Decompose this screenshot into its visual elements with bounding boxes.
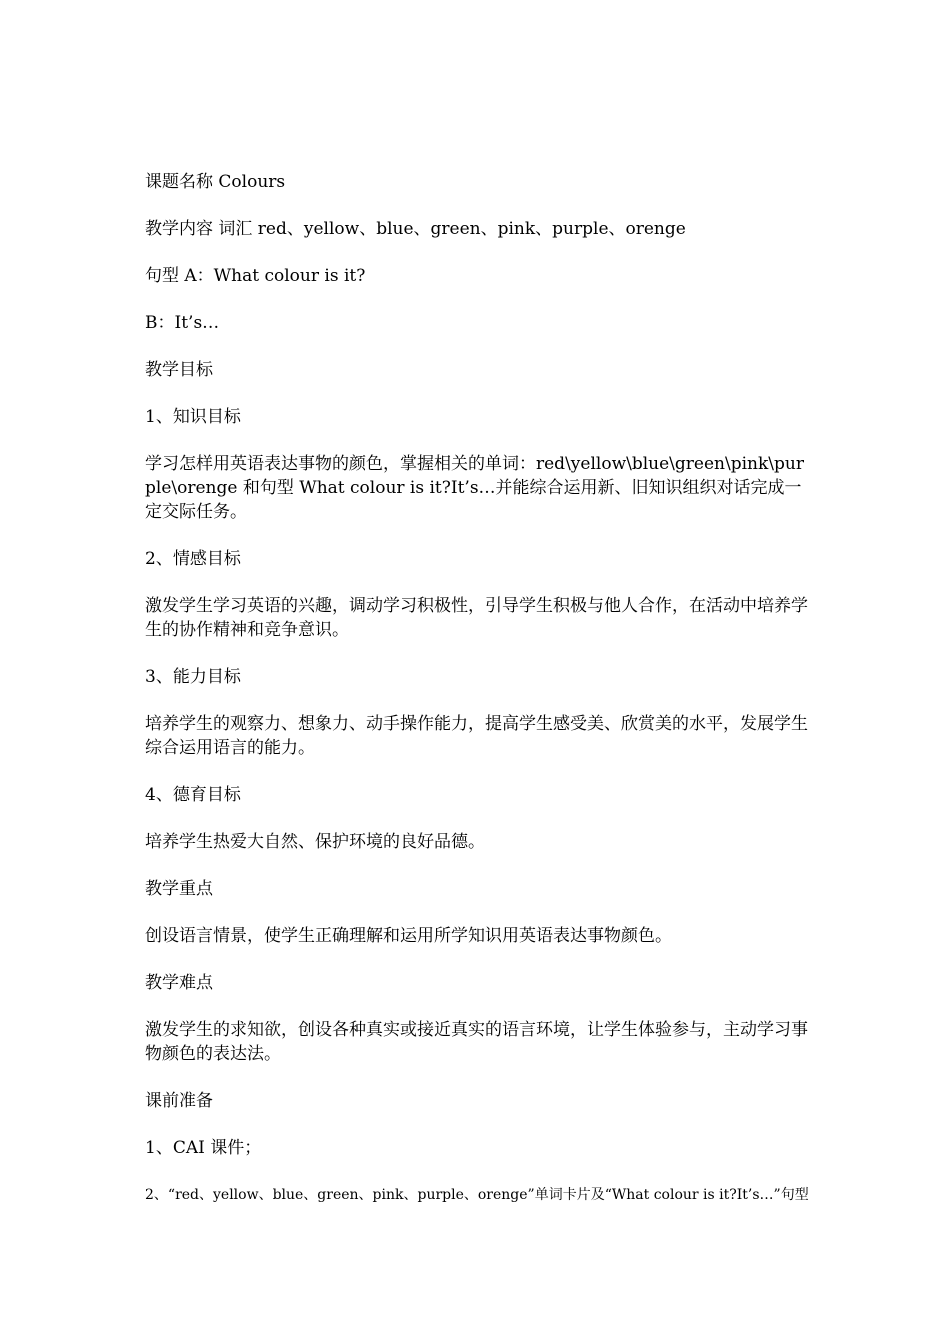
preparation-item-2: 2、“red、yellow、blue、green、pink、purple、orenge”单词卡片及“What colour is it?It’s…”句型: [145, 1187, 809, 1203]
section-heading-key-points: 教学重点: [145, 879, 213, 899]
sentence-pattern-a: 句型 A：What colour is it?: [145, 266, 366, 286]
lesson-title: 课题名称 Colours: [145, 172, 286, 192]
moral-objective-heading: 4、德育目标: [145, 785, 241, 805]
preparation-item-1: 1、CAI 课件；: [145, 1138, 262, 1158]
emotional-objective-text: 激发学生学习英语的兴趣，调动学习积极性，引导学生积极与他人合作，在活动中培养学生的协作精神和竞争意识。: [145, 596, 808, 640]
section-heading-objectives: 教学目标: [145, 360, 213, 380]
knowledge-objective-text: 学习怎样用英语表达事物的颜色，掌握相关的单词：red\yellow\blue\green\pink\purple\orenge 和句型 What colour is it?It’s…并能综合运用新、旧知识组织对话完成一定交际任务。: [145, 454, 804, 522]
knowledge-objective-heading: 1、知识目标: [145, 407, 241, 427]
emotional-objective-heading: 2、情感目标: [145, 549, 241, 569]
ability-objective-text: 培养学生的观察力、想象力、动手操作能力，提高学生感受美、欣赏美的水平，发展学生综合运用语言的能力。: [145, 714, 808, 758]
section-heading-difficulties: 教学难点: [145, 973, 213, 993]
teaching-content: 教学内容 词汇 red、yellow、blue、green、pink、purple、orenge: [145, 219, 686, 239]
section-heading-preparation: 课前准备: [145, 1091, 213, 1111]
document-body: [145, 170, 809, 1230]
ability-objective-heading: 3、能力目标: [145, 667, 241, 687]
moral-objective-text: 培养学生热爱大自然、保护环境的良好品德。: [145, 832, 485, 852]
sentence-pattern-b: B：It’s…: [145, 313, 220, 333]
key-points-text: 创设语言情景，使学生正确理解和运用所学知识用英语表达事物颜色。: [145, 926, 672, 946]
difficulties-text: 激发学生的求知欲，创设各种真实或接近真实的语言环境，让学生体验参与，主动学习事物颜色的表达法。: [145, 1020, 808, 1064]
